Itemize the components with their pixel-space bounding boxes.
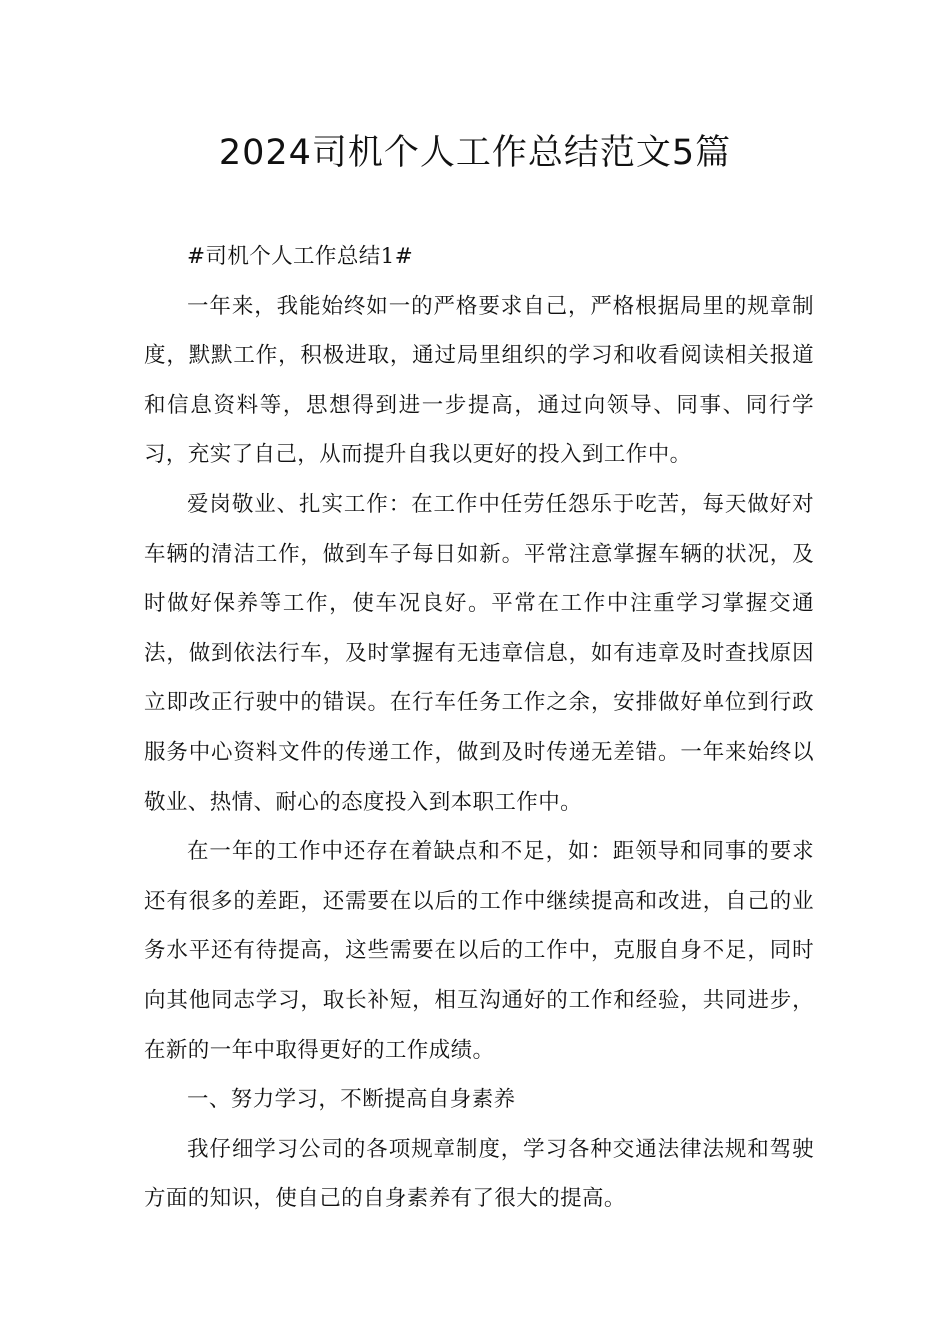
paragraph-1: 一年来，我能始终如一的严格要求自己，严格根据局里的规章制度，默默工作，积极进取，通过局里组织的学习和收看阅读相关报道和信息资料等，思想得到进一步提高，通过向领导、同事、同行学习，充实了自己，从而提升自我以更好的投入到工作中。 bbox=[144, 293, 814, 468]
document-body bbox=[144, 232, 814, 1224]
subheading: 一、努力学习，不断提高自身素养 bbox=[187, 1087, 516, 1113]
paragraph-2: 爱岗敬业、扎实工作：在工作中任劳任怨乐于吃苦，每天做好对车辆的清洁工作，做到车子每日如新。平常注意掌握车辆的状况，及时做好保养等工作，使车况良好。平常在工作中注重学习掌握交通法，做到依法行车，及时掌握有无违章信息，如有违章及时查找原因立即改正行驶中的错误。在行车任务工作之余，安排做好单位到行政服务中心资料文件的传递工作，做到及时传递无差错。一年来始终以敬业、热情、耐心的态度投入到本职工作中。 bbox=[144, 491, 814, 815]
paragraph-4: 我仔细学习公司的各项规章制度，学习各种交通法律法规和驾驶方面的知识，使自己的自身素养有了很大的提高。 bbox=[144, 1136, 814, 1212]
section-heading: #司机个人工作总结1# bbox=[187, 244, 414, 269]
document-title: 2024司机个人工作总结范文5篇 bbox=[218, 133, 732, 173]
paragraph-3: 在一年的工作中还存在着缺点和不足，如：距领导和同事的要求还有很多的差距，还需要在以后的工作中继续提高和改进，自己的业务水平还有待提高，这些需要在以后的工作中，克服自身不足，同时向其他同志学习，取长补短，相互沟通好的工作和经验，共同进步，在新的一年中取得更好的工作成绩。 bbox=[144, 839, 814, 1063]
